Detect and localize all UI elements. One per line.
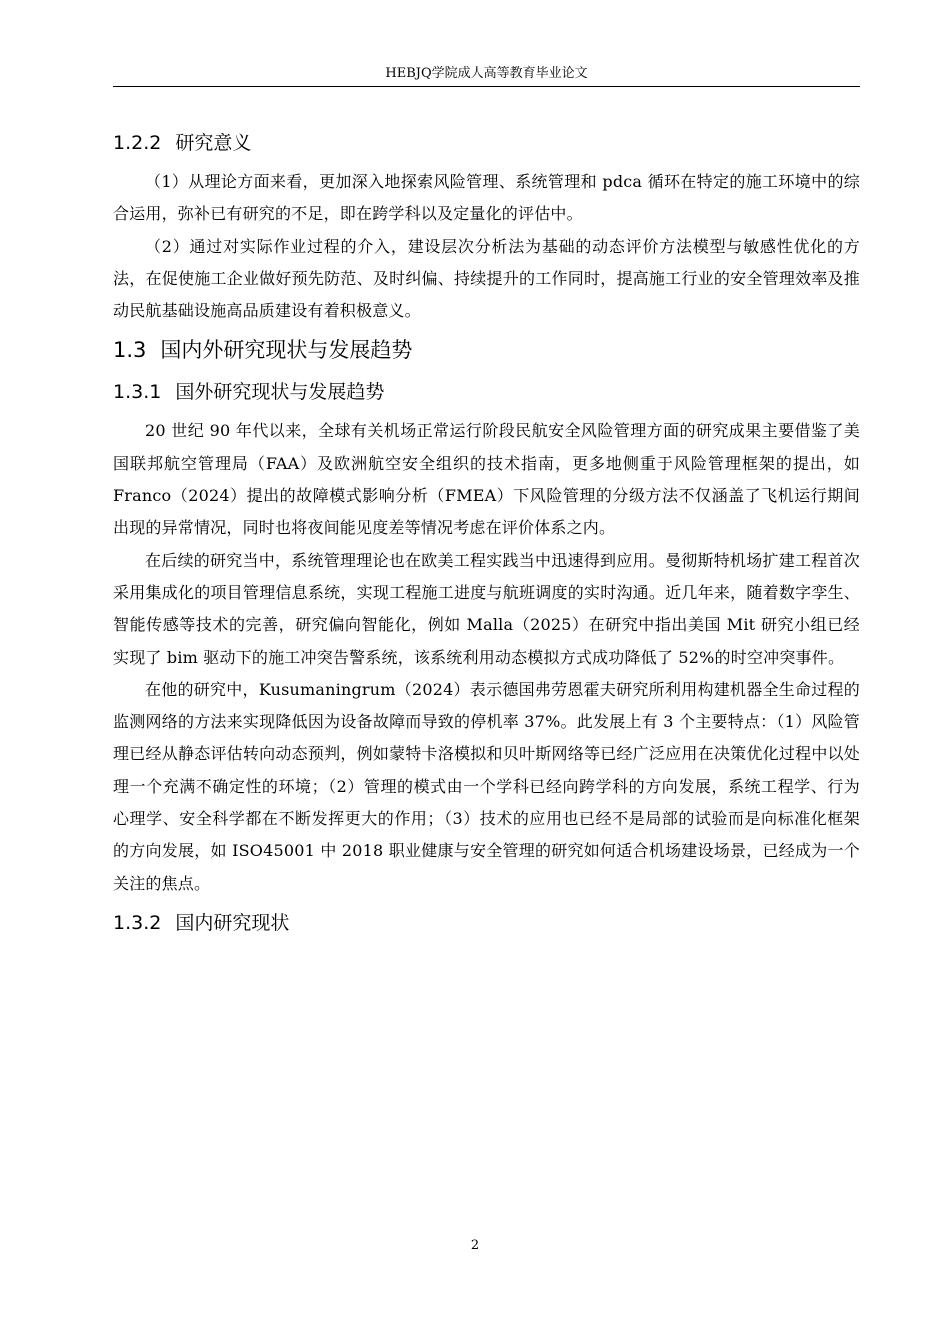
page-header: HEBJQ学院成人高等教育毕业论文: [113, 64, 860, 87]
section-number: 1.3.2: [113, 911, 162, 934]
paragraph: 在后续的研究当中，系统管理理论也在欧美工程实践当中迅速得到应用。曼彻斯特机场扩建工程首次采用集成化的项目管理信息系统，实现工程施工进度与航班调度的实时沟通。近几年来，随着数字孪生、智能传感等技术的完善，研究偏向智能化，例如 Malla（2025）在研究中指出美国 Mit 研究小组已经实现了 bim 驱动下的施工冲突告警系统，该系统利用动态模拟方式成功降低了 52%的时空冲突事件。: [113, 550, 860, 667]
paragraph: 20 世纪 90 年代以来，全球有关机场正常运行阶段民航安全风险管理方面的研究成果主要借鉴了美国联邦航空管理局（FAA）及欧洲航空安全组织的技术指南，更多地侧重于风险管理框架的提出，如 Franco（2024）提出的故障模式影响分析（FMEA）下风险管理的分级方法不仅涵盖了飞机运行期间出现的异常情况，同时也将夜间能见度差等情况考虑在评价体系之内。: [113, 421, 860, 538]
section-number: 1.3.1: [113, 381, 162, 404]
section-heading-1-3: [113, 331, 860, 369]
section-title: 国内研究现状: [175, 911, 290, 934]
page-content: [113, 120, 860, 946]
paragraph: （2）通过对实际作业过程的介入，建设层次分析法为基础的动态评价方法模型与敏感性优化的方法，在促使施工企业做好预先防范、及时纠偏、持续提升的工作同时，提高施工行业的安全管理效率及推动民航基础设施高品质建设有着积极意义。: [113, 236, 860, 321]
section-heading-1-3-1: [113, 375, 860, 409]
section-number: 1.3: [113, 338, 147, 363]
section-title: 国内外研究现状与发展趋势: [160, 338, 413, 363]
paragraph: （1）从理论方面来看，更加深入地探索风险管理、系统管理和 pdca 循环在特定的施工环境中的综合运用，弥补已有研究的不足，即在跨学科以及定量化的评估中。: [113, 172, 860, 224]
section-heading-1-3-2: [113, 906, 860, 940]
section-title: 国外研究现状与发展趋势: [175, 381, 385, 404]
section-heading-1-2-2: [113, 126, 860, 160]
page-number: 2: [470, 1238, 480, 1253]
section-number: 1.2.2: [113, 132, 162, 154]
paragraph: 在他的研究中，Kusumaningrum（2024）表示德国弗劳恩霍夫研究所利用构建机器全生命过程的监测网络的方法来实现降低因为设备故障而导致的停机率 37%。此发展上有 3 个主要特点：（1）风险管理已经从静态评估转向动态预判，例如蒙特卡洛模拟和贝叶斯网络等已经广泛应用在决策优化过程中以处理一个充满不确定性的环境；（2）管理的模式由一个学科已经向跨学科的方向发展，系统工程学、行为心理学、安全科学都在不断发挥更大的作用；（3）技术的应用也已经不是局部的试验而是向标准化框架的方向发展，如 ISO45001 中 2018 职业健康与安全管理的研究如何适合机场建设场景，已经成为一个关注的焦点。: [113, 679, 860, 893]
section-title: 研究意义: [175, 132, 252, 154]
